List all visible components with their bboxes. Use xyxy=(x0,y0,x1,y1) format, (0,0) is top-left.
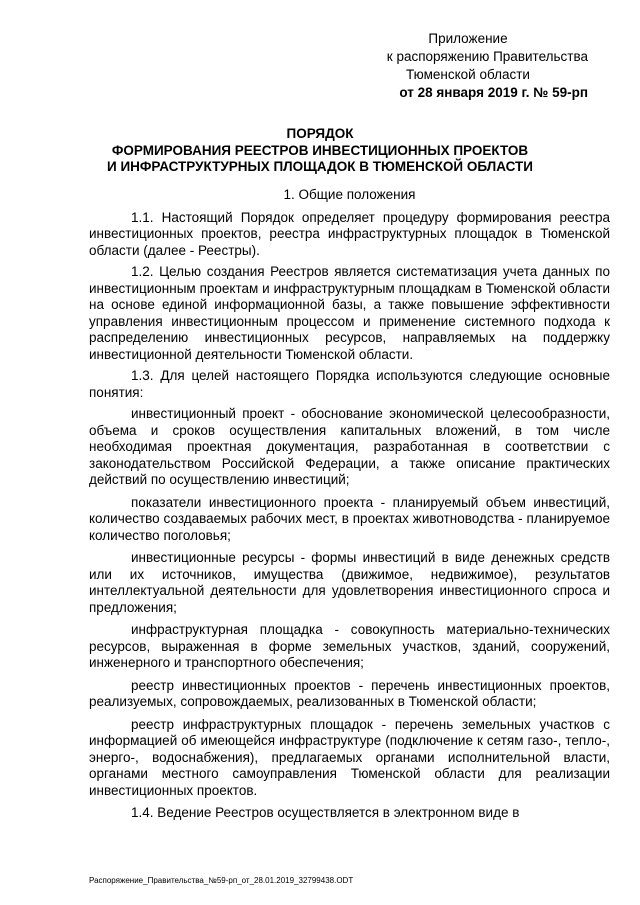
definition: инфраструктурная площадка - совокупность материально-технических ресурсов, выраженная в форме земельных участков, зданий, сооружений, инженерного и транспортного обеспечения; xyxy=(89,622,610,670)
document-title xyxy=(89,126,551,176)
document-header xyxy=(348,30,588,102)
definition: инвестиционный проект - обоснование экономической целесообразности, объема и сроков осуществления капитальных вложений, в том числе необходимая проектная документация, разработанная в соответствии с законодательством Российской Федерации, а также описание практических действий по осуществлению инвестиций; xyxy=(89,406,610,487)
paragraph: 1.4. Ведение Реестров осуществляется в электронном виде в xyxy=(131,805,520,820)
definition: инвестиционные ресурсы - формы инвестиций в виде денежных средств или их источников, имущества (движимое, недвижимое), результатов интеллектуальной деятельности для удовлетворения инвестиционного спроса и предложения; xyxy=(89,550,610,615)
file-footer: Распоряжение_Правительства_№59-рп_от_28.01.2019_32799438.ODT xyxy=(89,876,354,885)
paragraph: 1.2. Целью создания Реестров является систематизация учета данных по инвестиционным проектам и инфраструктурным площадкам в Тюменской области на основе единой информационной базы, а также повышение эффективности управления инвестиционным процессом и применение системного подхода к распределению инвестиционных ресурсов, направляемых на поддержку инвестиционной деятельности Тюменской области. xyxy=(89,264,610,362)
header-date-number: от 28 января 2019 г. № 59-рп xyxy=(399,85,588,100)
paragraph: 1.3. Для целей настоящего Порядка используются следующие основные понятия: xyxy=(89,368,610,400)
title-line-1: ПОРЯДОК xyxy=(286,126,354,141)
header-region: Тюменской области xyxy=(406,67,530,82)
definition: реестр инвестиционных проектов - перечень инвестиционных проектов, реализуемых, сопровождаемых, реализованных в Тюменской области; xyxy=(89,677,610,709)
document-body xyxy=(89,187,610,827)
paragraph: 1.1. Настоящий Порядок определяет процедуру формирования реестра инвестиционных проектов, реестра инфраструктурных площадок в Тюменской области (далее - Реестры). xyxy=(89,209,610,258)
header-order-ref: к распоряжению Правительства xyxy=(386,49,588,64)
title-line-3: И ИНФРАСТРУКТУРНЫХ ПЛОЩАДОК В ТЮМЕНСКОЙ ОБЛАСТИ xyxy=(106,159,533,174)
section-heading: 1. Общие положения xyxy=(283,187,416,202)
title-line-2: ФОРМИРОВАНИЯ РЕЕСТРОВ ИНВЕСТИЦИОННЫХ ПРОЕКТОВ xyxy=(111,142,529,158)
header-appendix: Приложение xyxy=(428,31,508,46)
definition: показатели инвестиционного проекта - планируемый объем инвестиций, количество создаваемых рабочих мест, в проектах животноводства - планируемое количество поголовья; xyxy=(89,494,610,543)
definition: реестр инфраструктурных площадок - перечень земельных участков с информацией об имеющейся инфраструктуре (подключение к сетям газо-, тепло-, энерго-, водоснабжения), предлагаемых органами исполнительной власти, органами местного самоуправления Тюменской области для реализации инвестиционных проектов. xyxy=(89,716,610,798)
